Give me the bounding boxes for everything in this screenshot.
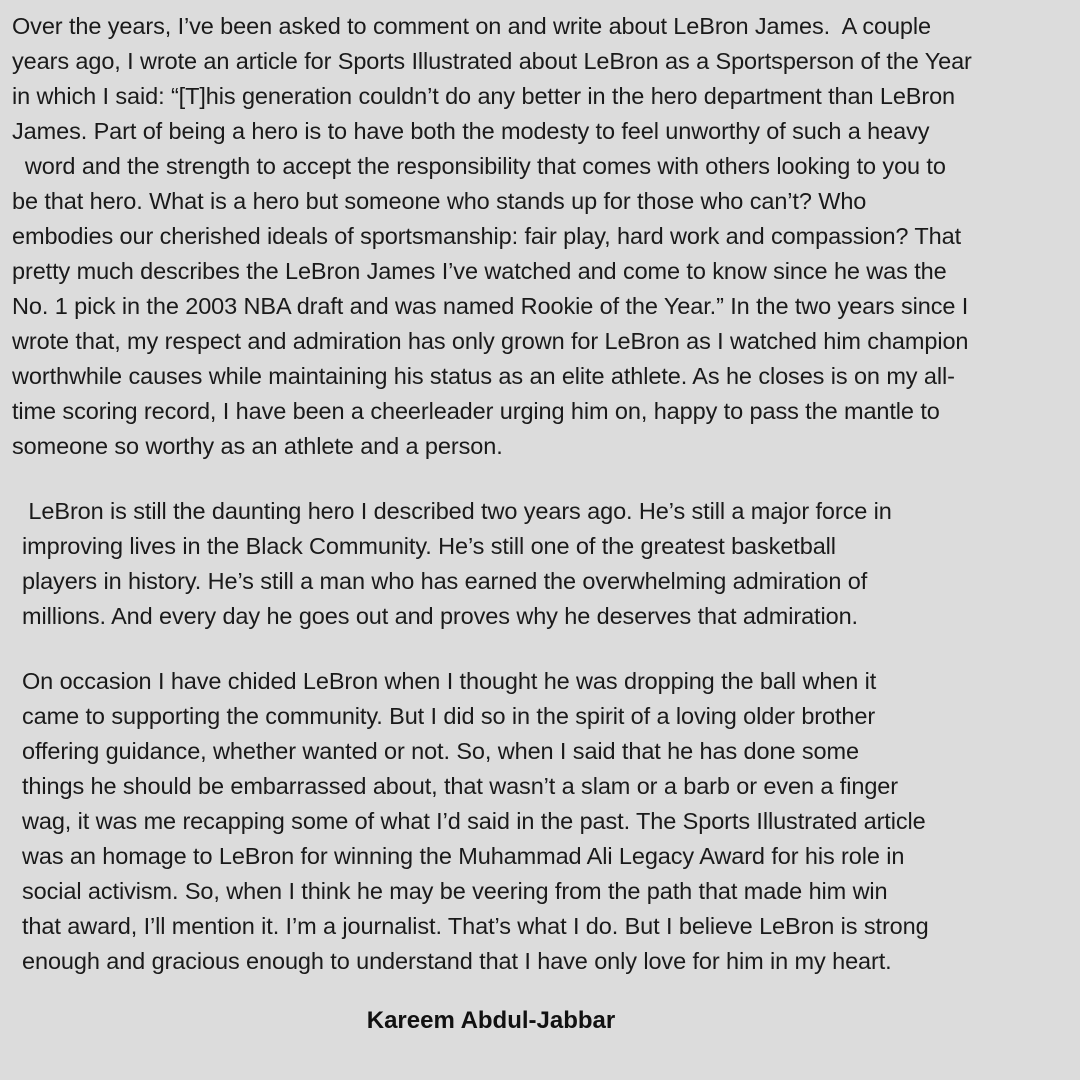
text-line: worthwhile causes while maintaining his status as an elite athlete. As he closes is on my all- [12, 363, 955, 389]
text-line: embodies our cherished ideals of sportsmanship: fair play, hard work and compassion? That [12, 223, 962, 249]
text-line: millions. And every day he goes out and proves why he deserves that admiration. [22, 603, 858, 629]
paragraph-3 [22, 664, 929, 979]
paragraph-2 [22, 494, 892, 634]
text-line: social activism. So, when I think he may be veering from the path that made him win [22, 878, 888, 904]
text-line: LeBron is still the daunting hero I described two years ago. He’s still a major force in [22, 498, 892, 524]
text-line: James. Part of being a hero is to have both the modesty to feel unworthy of such a heavy [12, 118, 930, 144]
text-line: time scoring record, I have been a cheerleader urging him on, happy to pass the mantle to [12, 398, 940, 424]
text-line: wag, it was me recapping some of what I’d said in the past. The Sports Illustrated article [22, 808, 926, 834]
text-line: wrote that, my respect and admiration has only grown for LeBron as I watched him champion [12, 328, 969, 354]
text-line: be that hero. What is a hero but someone who stands up for those who can’t? Who [12, 188, 867, 214]
text-line: things he should be embarrassed about, that wasn’t a slam or a barb or even a finger [22, 773, 898, 799]
text-line: players in history. He’s still a man who has earned the overwhelming admiration of [22, 568, 868, 594]
paragraph-1 [12, 9, 972, 464]
text-line: pretty much describes the LeBron James I’ve watched and come to know since he was the [12, 258, 947, 284]
text-line: someone so worthy as an athlete and a person. [12, 433, 503, 459]
text-line: word and the strength to accept the responsibility that comes with others looking to you to [12, 153, 946, 179]
text-line: came to supporting the community. But I did so in the spirit of a loving older brother [22, 703, 876, 729]
text-line: Over the years, I’ve been asked to comment on and write about LeBron James. A couple [12, 13, 931, 39]
text-line: was an homage to LeBron for winning the Muhammad Ali Legacy Award for his role in [22, 843, 905, 869]
text-line: On occasion I have chided LeBron when I thought he was dropping the ball when it [22, 668, 877, 694]
text-line: No. 1 pick in the 2003 NBA draft and was named Rookie of the Year.” In the two years since I [12, 293, 969, 319]
text-line: improving lives in the Black Community. He’s still one of the greatest basketball [22, 533, 836, 559]
text-line: that award, I’ll mention it. I’m a journalist. That’s what I do. But I believe LeBron is strong [22, 913, 929, 939]
text-line: offering guidance, whether wanted or not. So, when I said that he has done some [22, 738, 859, 764]
text-line: years ago, I wrote an article for Sports Illustrated about LeBron as a Sportsperson of the Year [12, 48, 972, 74]
text-line: enough and gracious enough to understand that I have only love for him in my heart. [22, 948, 892, 974]
text-line: in which I said: “[T]his generation couldn’t do any better in the hero department than LeBron [12, 83, 956, 109]
author-signature: Kareem Abdul-Jabbar [366, 1007, 616, 1034]
